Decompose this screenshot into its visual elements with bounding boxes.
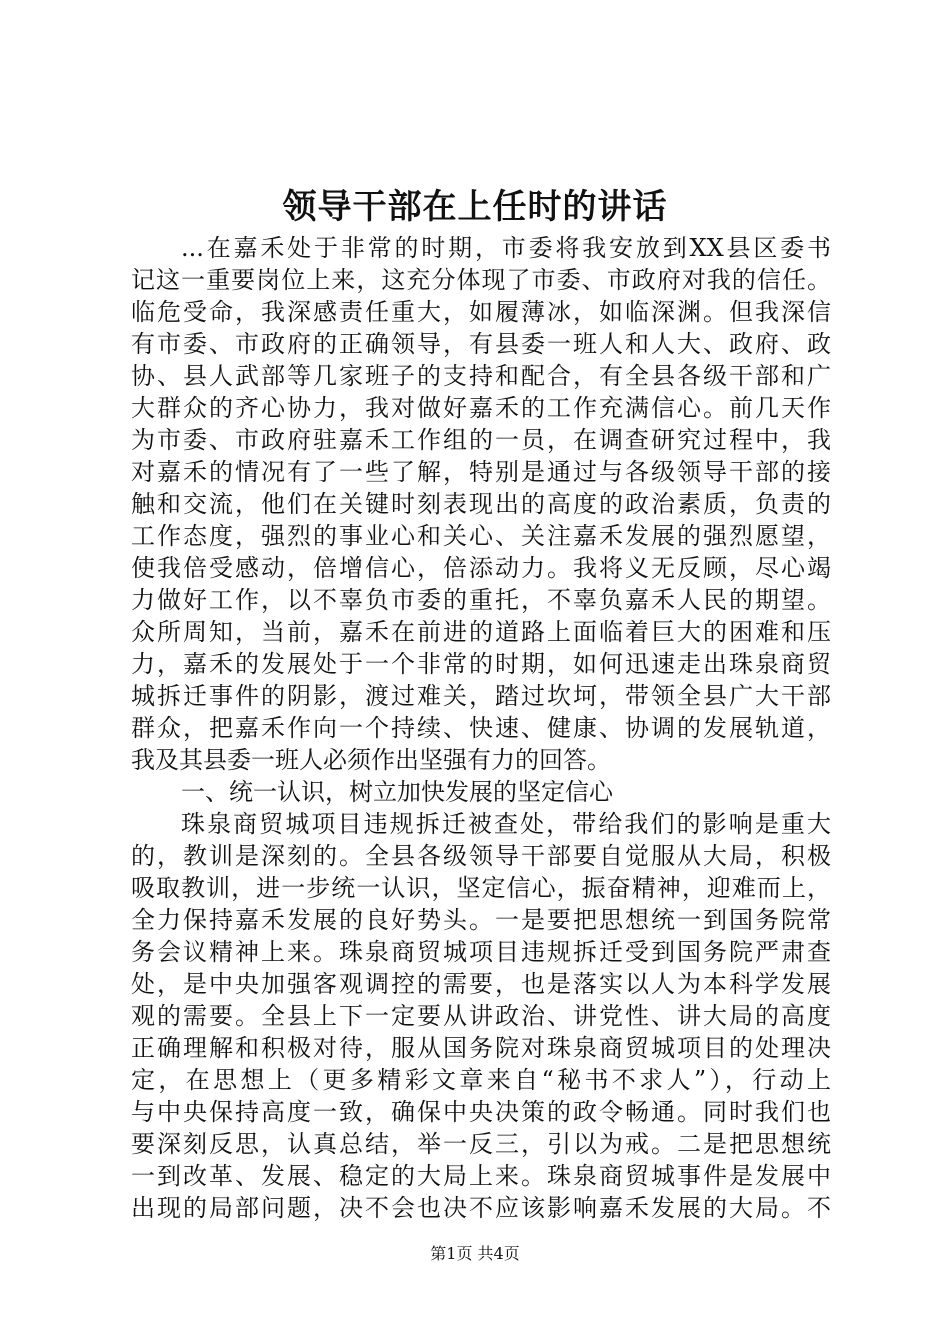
text-line: 记这一重要岗位上来，这充分体现了市委、市政府对我的信任。 bbox=[131, 266, 831, 294]
text-line: 务会议精神上来。珠泉商贸城项目违规拆迁受到国务院严肃查 bbox=[131, 938, 831, 966]
text-line: 观的需要。全县上下一定要从讲政治、讲党性、讲大局的高度 bbox=[131, 1002, 831, 1030]
section-heading: 一、统一认识，树立加快发展的坚定信心 bbox=[181, 778, 613, 806]
text-line: 正确理解和积极对待，服从国务院对珠泉商贸城项目的处理决 bbox=[131, 1034, 831, 1062]
text-line: 定，在思想上（更多精彩文章来自“秘书不求人”），行动上 bbox=[131, 1066, 831, 1094]
text-line: 吸取教训，进一步统一认识，坚定信心，振奋精神，迎难而上， bbox=[131, 874, 831, 902]
text-line: 群众，把嘉禾作向一个持续、快速、健康、协调的发展轨道， bbox=[131, 714, 831, 742]
text-line: 使我倍受感动，倍增信心，倍添动力。我将义无反顾，尽心竭 bbox=[131, 554, 831, 582]
text-line: 的，教训是深刻的。全县各级领导干部要自觉服从大局，积极 bbox=[131, 842, 831, 870]
text-line: 力，嘉禾的发展处于一个非常的时期，如何迅速走出珠泉商贸 bbox=[131, 650, 831, 678]
text-line: 珠泉商贸城项目违规拆迁被查处，带给我们的影响是重大 bbox=[181, 810, 831, 838]
text-line: 与中央保持高度一致，确保中央决策的政令畅通。同时我们也 bbox=[131, 1098, 831, 1126]
page-footer: 第1页 共4页 bbox=[430, 1244, 520, 1263]
text-line: 要深刻反思，认真总结，举一反三，引以为戒。二是把思想统 bbox=[131, 1130, 831, 1158]
text-line: 触和交流，他们在关键时刻表现出的高度的政治素质，负责的 bbox=[131, 490, 831, 518]
text-line: 城拆迁事件的阴影，渡过难关，踏过坎坷，带领全县广大干部 bbox=[131, 682, 831, 710]
text-line: 大群众的齐心协力，我对做好嘉禾的工作充满信心。前几天作 bbox=[131, 394, 831, 422]
text-line: 一到改革、发展、稳定的大局上来。珠泉商贸城事件是发展中 bbox=[131, 1162, 831, 1190]
text-line: 全力保持嘉禾发展的良好势头。一是要把思想统一到国务院常 bbox=[131, 906, 831, 934]
text-line: 我及其县委一班人必须作出坚强有力的回答。 bbox=[131, 746, 611, 774]
text-line: 处，是中央加强客观调控的需要，也是落实以人为本科学发展 bbox=[131, 970, 831, 998]
document-title: 领导干部在上任时的讲话 bbox=[282, 187, 668, 227]
text-line: 对嘉禾的情况有了一些了解，特别是通过与各级领导干部的接 bbox=[131, 458, 831, 486]
text-line: 临危受命，我深感责任重大，如履薄冰，如临深渊。但我深信 bbox=[131, 298, 831, 326]
text-line: 众所周知，当前，嘉禾在前进的道路上面临着巨大的困难和压 bbox=[131, 618, 831, 646]
document-body bbox=[131, 232, 831, 1224]
text-line: 力做好工作，以不辜负市委的重托，不辜负嘉禾人民的期望。 bbox=[131, 586, 831, 614]
text-line: 工作态度，强烈的事业心和关心、关注嘉禾发展的强烈愿望， bbox=[131, 522, 831, 550]
text-line: 为市委、市政府驻嘉禾工作组的一员，在调查研究过程中，我 bbox=[131, 426, 831, 454]
text-line: 协、县人武部等几家班子的支持和配合，有全县各级干部和广 bbox=[131, 362, 831, 390]
text-line: 有市委、市政府的正确领导，有县委一班人和人大、政府、政 bbox=[131, 330, 831, 358]
text-line: ...在嘉禾处于非常的时期，市委将我安放到XX县区委书 bbox=[181, 234, 831, 262]
text-line: 出现的局部问题，决不会也决不应该影响嘉禾发展的大局。不 bbox=[131, 1194, 831, 1222]
